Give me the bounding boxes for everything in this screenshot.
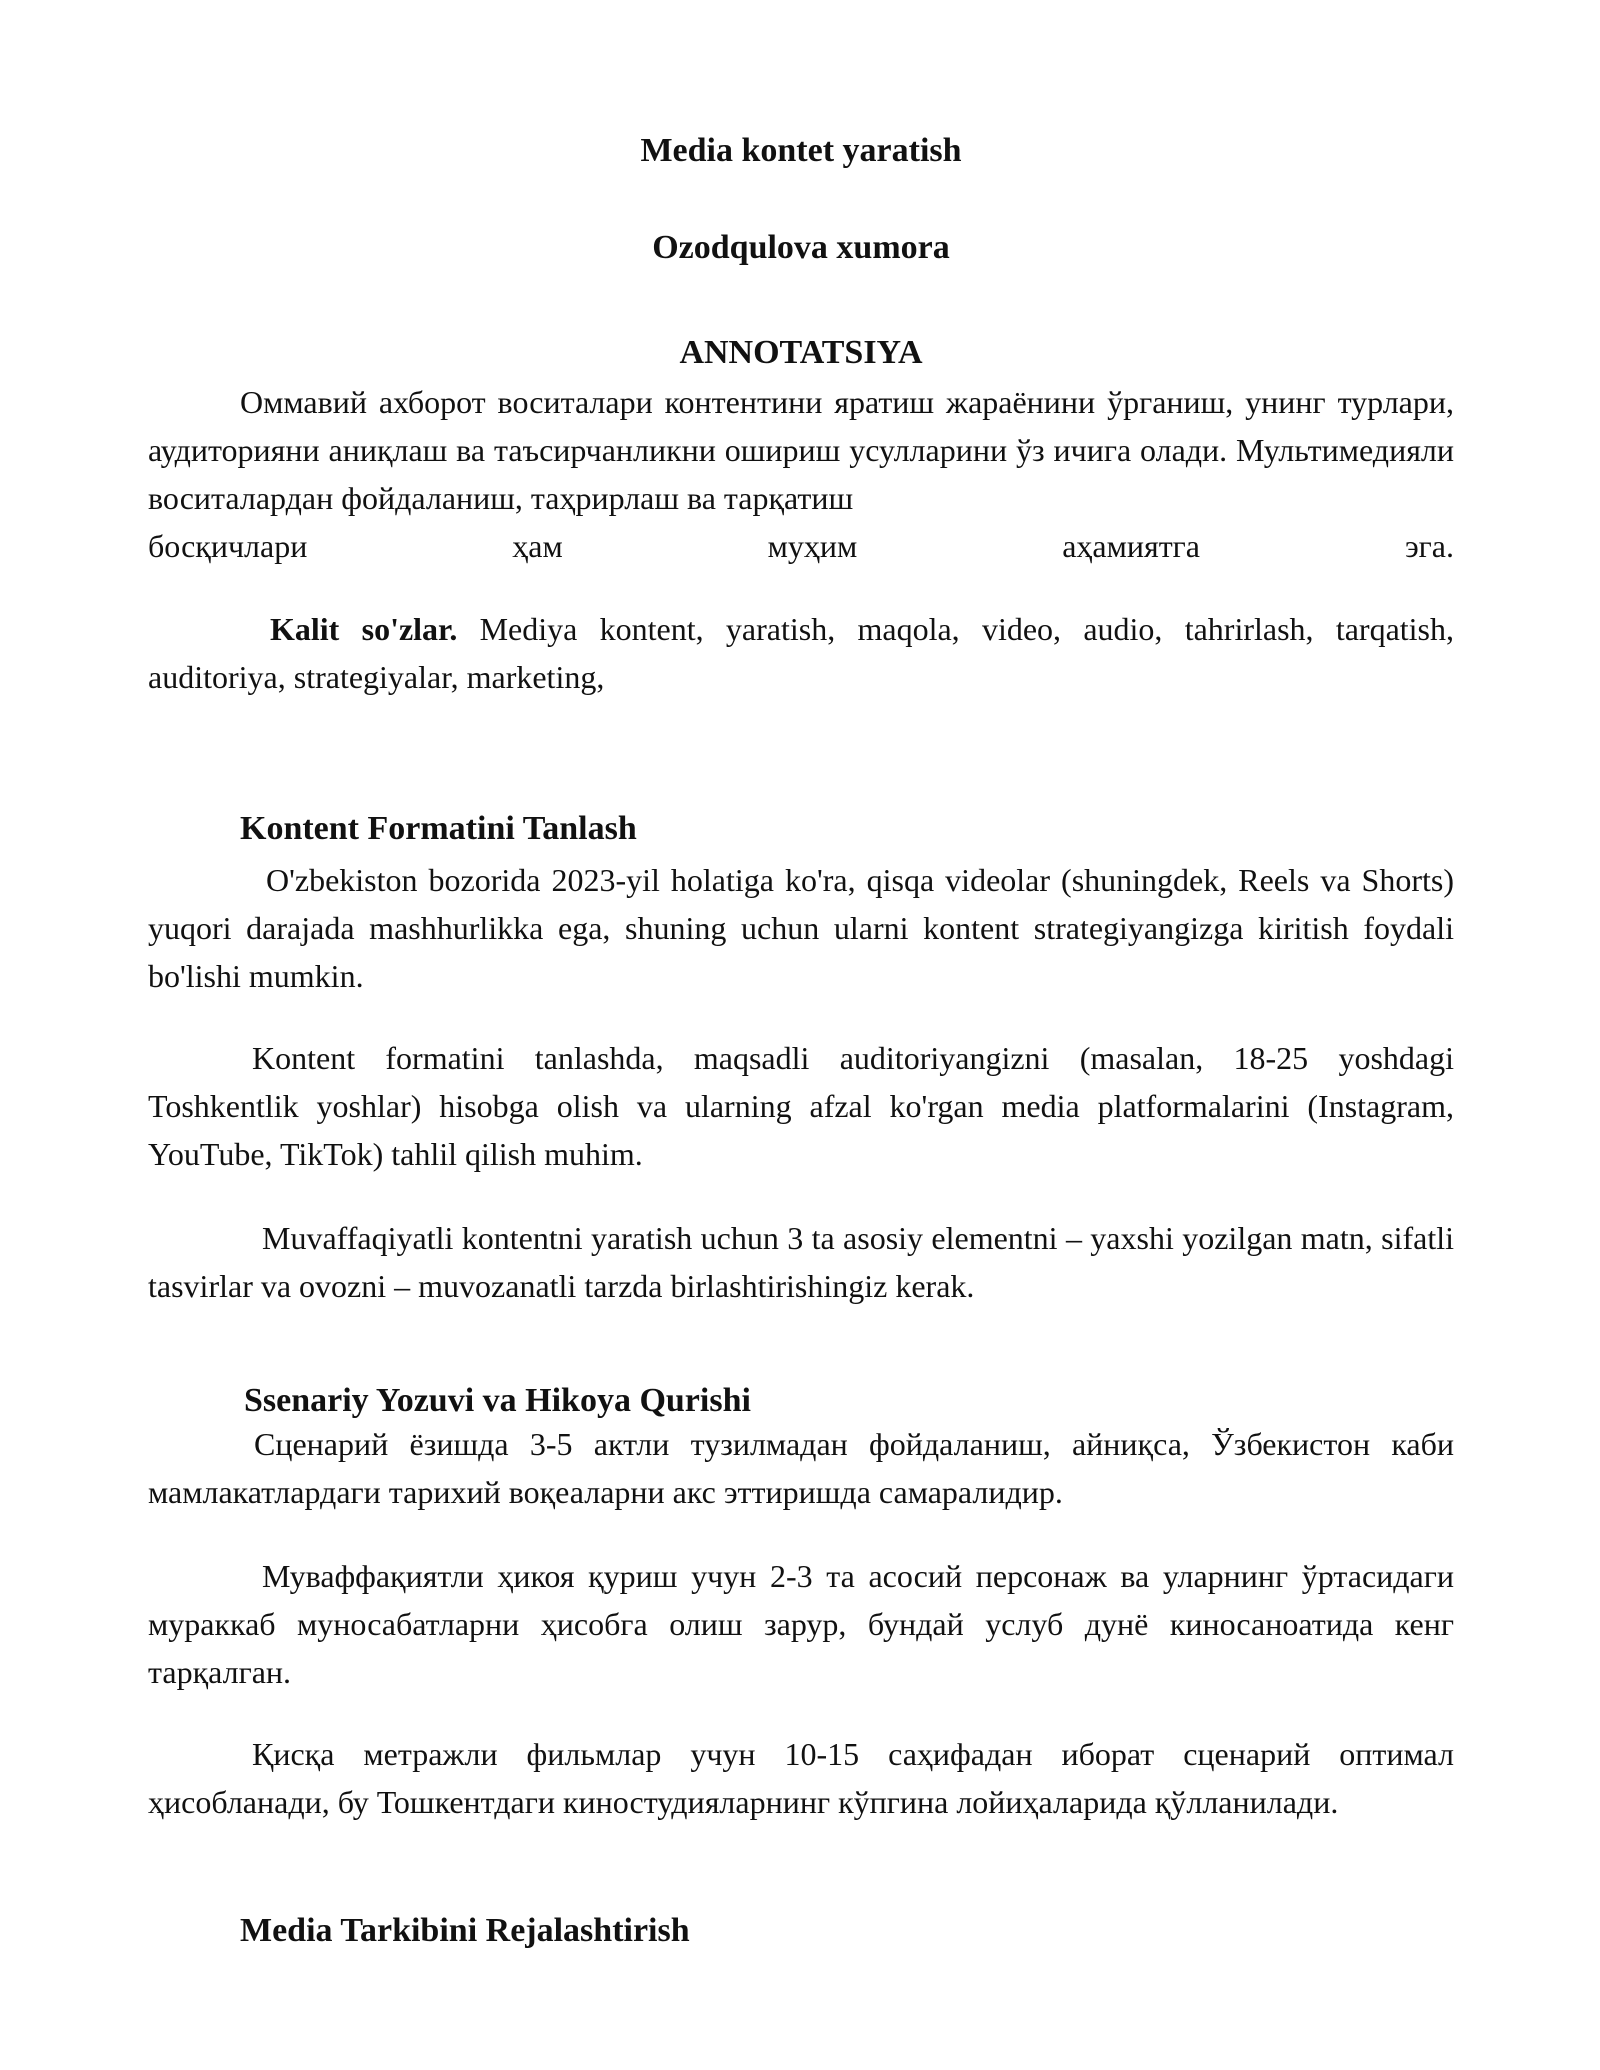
- section2-paragraph-3: Қисқа метражли фильмлар учун 10-15 саҳифадан иборат сценарий оптимал ҳисобланади, бу Тошкентдаги киностудияларнинг кўпгина лойиҳаларида қўлланилади.: [148, 1736, 1454, 1820]
- document-title: Media kontet yaratish: [640, 132, 962, 169]
- document-author: Ozodqulova xumora: [652, 229, 950, 266]
- keywords-paragraph: [148, 605, 1454, 701]
- section1-paragraph-3: Muvaffaqiyatli kontentni yaratish uchun 3 ta asosiy elementni – yaxshi yozilgan matn, sifatli tasvirlar va ovozni – muvozanatli tarzda birlashtirishingiz kerak.: [148, 1220, 1454, 1304]
- section1-paragraph-2: Kontent formatini tanlashda, maqsadli auditoriyangizni (masalan, 18-25 yoshdagi Toshkentlik yoshlar) hisobga olish va ularning afzal ko'rgan media platformalarini (Instagram, YouTube, TikTok) tahlil qilish muhim.: [148, 1040, 1454, 1172]
- annotation-paragraph-end: [148, 522, 1454, 570]
- section2-paragraph-1: Сценарий ёзишда 3-5 актли тузилмадан фойдаланиш, айниқса, Ўзбекистон каби мамлакатлардаги тарихий воқеаларни акс эттиришда самаралидир.: [148, 1426, 1454, 1510]
- section-heading-content-format: Kontent Formatini Tanlash: [240, 810, 637, 847]
- section-heading-screenplay: Ssenariy Yozuvi va Hikoya Qurishi: [244, 1382, 751, 1419]
- keywords-text: Mediya kontent, yaratish, maqola, video, audio, tahrirlash, tarqatish, auditoriya, strategiyalar, marketing,: [148, 611, 1454, 695]
- annotation-heading: ANNOTATSIYA: [679, 334, 923, 371]
- annotation-paragraph: [148, 378, 1454, 522]
- section-heading-media-planning: Media Tarkibini Rejalashtirish: [240, 1912, 690, 1949]
- keywords-label: Kalit so'zlar.: [270, 611, 458, 647]
- annotation-text-b: босқичлари ҳам муҳим аҳамиятга эга.: [148, 528, 1454, 564]
- section2-paragraph-2: Муваффақиятли ҳикоя қуриш учун 2-3 та асосий персонаж ва уларнинг ўртасидаги мураккаб муносабатларни ҳисобга олиш зарур, бундай услуб дунё киносаноатида кенг тарқалган.: [148, 1558, 1454, 1690]
- annotation-text-a: Оммавий ахборот воситалари контентини яратиш жараёнини ўрганиш, унинг турлари, аудиторияни аниқлаш ва таъсирчанликни ошириш усулларини ўз ичига олади. Мультимедияли воситалардан фойдаланиш, таҳрирлаш ва тарқатиш: [148, 384, 1454, 516]
- section1-paragraph-1: O'zbekiston bozorida 2023-yil holatiga ko'ra, qisqa videolar (shuningdek, Reels va Shorts) yuqori darajada mashhurlikka ega, shuning uchun ularni kontent strategiyangizga kiritish foydali bo'lishi mumkin.: [148, 862, 1454, 994]
